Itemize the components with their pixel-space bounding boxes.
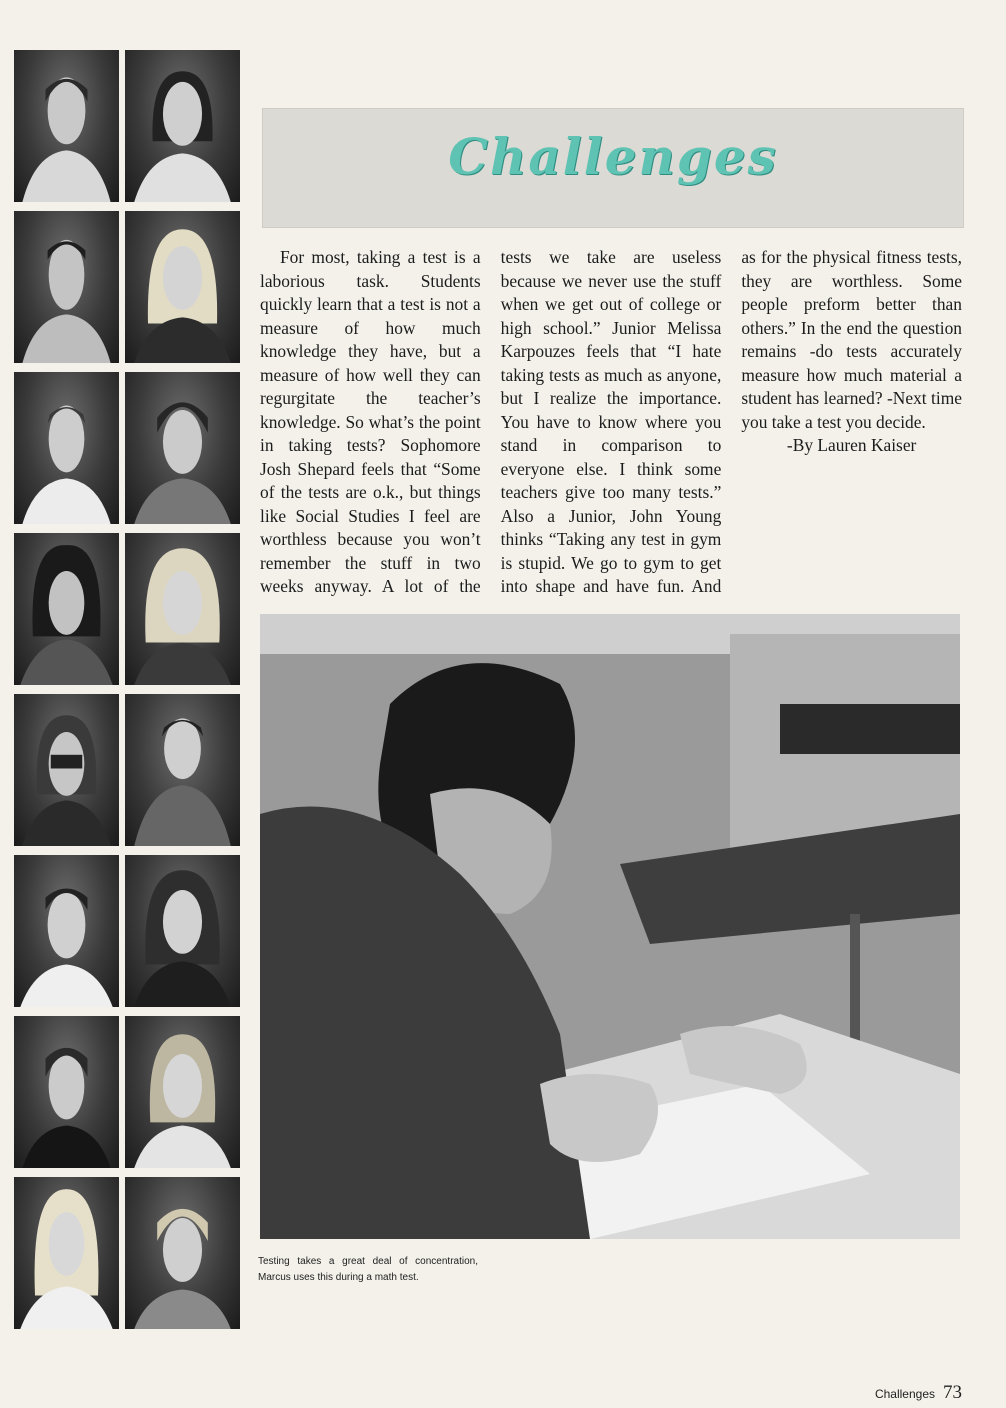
footer-section: Challenges	[874, 1387, 935, 1401]
student-portrait	[14, 50, 119, 202]
student-portrait	[125, 50, 240, 202]
student-portrait	[125, 1177, 240, 1329]
portrait-grid	[14, 50, 240, 1334]
article-body	[260, 246, 962, 600]
page-number: 73	[943, 1382, 962, 1403]
student-portrait	[125, 1016, 240, 1168]
title-banner	[262, 108, 964, 228]
student-portrait	[14, 1016, 119, 1168]
byline: -By Lauren Kaiser	[786, 435, 917, 455]
student-portrait	[125, 533, 240, 685]
student-portrait	[125, 694, 240, 846]
student-portrait	[14, 694, 119, 846]
student-portrait	[14, 372, 119, 524]
student-portrait	[14, 855, 119, 1007]
page-footer	[875, 1382, 962, 1404]
student-portrait	[14, 211, 119, 363]
feature-photo	[260, 614, 960, 1239]
article-paragraph: For most, taking a test is a laborious task. Students quickly learn that a test is not a measure of how much knowledge they have, but a measure of how well they can regurgitate the teacher’s knowledge. So what’s the point in taking tests? Sophomore Josh Shepard feels that “Some of the tests are o.k., but things like Social Studies I feel are worthless because you won’t remember the stuff in two weeks anyway. A lot of the tests we take are useless because we never use the stuff when we get out of college or high school.” Junior Melissa Karpouzes feels that “I hate taking tests as much as anyone, but I realize the importance. You have to know where you stand in comparison to everyone else. I think some teachers give too many tests.” Also a Junior, John Young thinks “Taking any test in gym is stupid. We go to gym to get into shape and have fun. And as for the physical fitness tests, they are worthless. Some people preform better than others.” In the end the question remains -do tests accurately measure how much material a student has learned? -Next time you take a test you decide.	[260, 247, 962, 596]
student-portrait	[14, 1177, 119, 1329]
photo-caption: Testing takes a great deal of concentration, Marcus uses this during a math test.	[258, 1256, 478, 1283]
student-portrait	[14, 533, 119, 685]
student-portrait	[125, 211, 240, 363]
page-title: Challenges	[448, 127, 778, 186]
student-portrait	[125, 372, 240, 524]
student-portrait	[125, 855, 240, 1007]
student-taking-test-photo	[260, 614, 960, 1239]
